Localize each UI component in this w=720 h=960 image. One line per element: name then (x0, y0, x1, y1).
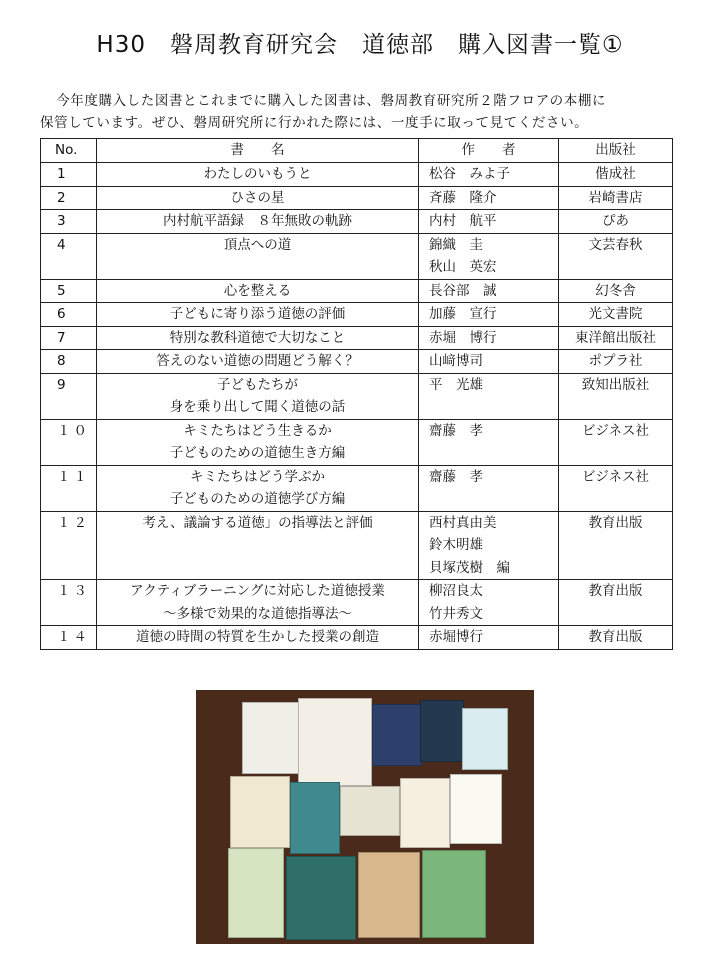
cell-title-line: ひさの星 (230, 189, 285, 206)
books-photo (196, 690, 534, 944)
cell-author-line: 竹井秀文 (429, 605, 483, 622)
book-cover-9 (400, 778, 450, 848)
cell-author (419, 303, 559, 327)
header-title: 書 名 (97, 139, 419, 163)
table-header-row (41, 139, 673, 163)
book-cover-4 (420, 700, 464, 762)
table-row (41, 419, 673, 465)
cell-title-line: 答えのない道徳の問題どう解く？ (156, 353, 359, 369)
cell-author-line: 錦織 圭 (429, 236, 483, 253)
cell-publisher: 文芸春秋 (559, 233, 673, 279)
cell-no: １２ (41, 511, 97, 580)
cell-author-line: 秋山 英宏 (429, 259, 497, 275)
book-cover-3 (372, 704, 422, 766)
cell-no: １３ (41, 580, 97, 626)
intro-line-1: 今年度購入した図書とこれまでに購入した図書は、磐周教育研究所２階フロアの本棚に (56, 93, 607, 109)
cell-title (97, 511, 419, 580)
book-cover-10 (450, 774, 502, 844)
cell-title-line: 子どものための道徳学び方編 (169, 491, 346, 507)
cell-author-line: 斉藤 隆介 (429, 189, 497, 206)
cell-title-line: 心を整える (223, 282, 292, 299)
cell-title (97, 580, 419, 626)
book-cover-7 (290, 782, 340, 854)
header-no: No. (41, 139, 97, 163)
cell-title-line: キミたちはどう学ぶか (190, 468, 325, 485)
cell-author (419, 580, 559, 626)
cell-author (419, 163, 559, 187)
cell-no: 9 (41, 373, 97, 419)
cell-publisher: ぴあ (559, 210, 673, 234)
cell-author-line: 貝塚茂樹 編 (429, 559, 510, 576)
header-publisher: 出版社 (559, 139, 673, 163)
cell-author (419, 419, 559, 465)
cell-publisher: 幻冬舎 (559, 279, 673, 303)
table-row (41, 233, 673, 279)
cell-publisher: 東洋館出版社 (559, 326, 673, 350)
cell-title-line: 特別な教科道徳で大切なこと (169, 329, 346, 346)
cell-publisher: ビジネス社 (559, 419, 673, 465)
table-row (41, 210, 673, 234)
table-row (41, 326, 673, 350)
table-row (41, 163, 673, 187)
cell-title-line: 子どものための道徳生き方編 (169, 445, 346, 461)
table-row (41, 303, 673, 327)
cell-author-line: 柳沼良太 (429, 583, 483, 599)
cell-author (419, 626, 559, 650)
book-cover-5 (462, 708, 508, 770)
cell-no: 1 (41, 163, 97, 187)
cell-author (419, 373, 559, 419)
table-row (41, 373, 673, 419)
cell-no: 2 (41, 186, 97, 210)
cell-title-line: 考え、議論する道徳」の指導法と評価 (142, 514, 373, 531)
cell-title (97, 326, 419, 350)
cell-publisher: 光文書院 (559, 303, 673, 327)
cell-title-line: わたしのいもうと (203, 166, 312, 182)
table-row (41, 465, 673, 511)
book-cover-11 (228, 848, 284, 938)
cell-author (419, 350, 559, 374)
cell-title-line: 内村航平語録 ８年無敗の軌跡 (163, 213, 352, 229)
cell-publisher: 教育出版 (559, 626, 673, 650)
cell-title (97, 210, 419, 234)
cell-author (419, 326, 559, 350)
book-cover-8 (340, 786, 400, 836)
cell-author-line: 山﨑博司 (429, 353, 483, 369)
cell-no: １１ (41, 465, 97, 511)
cell-author (419, 186, 559, 210)
cell-no: 3 (41, 210, 97, 234)
cell-no: 8 (41, 350, 97, 374)
cell-title-line: ～多様で効果的な道徳指導法～ (163, 605, 352, 622)
cell-no: 6 (41, 303, 97, 327)
cell-author-line: 齋藤 孝 (429, 468, 483, 485)
cell-publisher: 教育出版 (559, 511, 673, 580)
cell-title (97, 465, 419, 511)
cell-title (97, 303, 419, 327)
book-list-table (40, 138, 673, 650)
cell-publisher: 偕成社 (559, 163, 673, 187)
cell-title (97, 186, 419, 210)
cell-author-line: 松谷 みよ子 (429, 166, 510, 182)
cell-title (97, 233, 419, 279)
cell-author-line: 内村 航平 (429, 213, 497, 229)
cell-publisher: 岩崎書店 (559, 186, 673, 210)
table-row (41, 279, 673, 303)
cell-title (97, 626, 419, 650)
book-cover-12 (286, 856, 356, 940)
cell-title-line: 頂点への道 (223, 236, 292, 253)
cell-author (419, 279, 559, 303)
cell-author-line: 平 光雄 (429, 376, 483, 393)
intro-text (40, 90, 690, 134)
table-row (41, 350, 673, 374)
table-row (41, 580, 673, 626)
cell-title (97, 279, 419, 303)
cell-author-line: 鈴木明雄 (429, 537, 483, 553)
cell-author-line: 赤堀 博行 (429, 329, 497, 346)
cell-title (97, 163, 419, 187)
cell-no: １４ (41, 626, 97, 650)
book-cover-2 (298, 698, 372, 786)
cell-author (419, 210, 559, 234)
cell-publisher: 教育出版 (559, 580, 673, 626)
table-row (41, 511, 673, 580)
cell-no: １０ (41, 419, 97, 465)
book-cover-1 (242, 702, 300, 774)
cell-author-line: 西村真由美 (429, 514, 497, 531)
cell-publisher: ポプラ社 (559, 350, 673, 374)
cell-no: 4 (41, 233, 97, 279)
cell-title (97, 350, 419, 374)
cell-author (419, 233, 559, 279)
header-author: 作 者 (419, 139, 559, 163)
page-title: H30 磐周教育研究会 道徳部 購入図書一覧① (96, 32, 624, 58)
table-row (41, 186, 673, 210)
book-cover-13 (358, 852, 420, 938)
book-cover-14 (422, 850, 486, 938)
cell-title (97, 373, 419, 419)
cell-title (97, 419, 419, 465)
table-row (41, 626, 673, 650)
cell-no: 7 (41, 326, 97, 350)
cell-title-line: アクティブラーニングに対応した道徳授業 (130, 583, 385, 599)
cell-title-line: 子どもに寄り添う道徳の評価 (169, 306, 346, 322)
cell-no: 5 (41, 279, 97, 303)
intro-line-2: 保管しています。ぜひ、磐周研究所に行かれた際には、一度手に取って見てください。 (40, 115, 589, 131)
cell-title-line: 子どもたちが (217, 376, 298, 393)
cell-publisher: 致知出版社 (559, 373, 673, 419)
cell-author-line: 加藤 宣行 (429, 306, 497, 322)
cell-title-line: 道徳の時間の特質を生かした授業の創造 (136, 629, 379, 645)
cell-title-line: 身を乗り出して聞く道徳の話 (169, 399, 346, 415)
cell-title-line: キミたちはどう生きるか (183, 422, 332, 439)
cell-author-line: 齋藤 孝 (429, 422, 483, 439)
cell-author (419, 465, 559, 511)
cell-author-line: 赤堀博行 (429, 629, 483, 645)
cell-author-line: 長谷部 誠 (429, 282, 497, 299)
cell-publisher: ビジネス社 (559, 465, 673, 511)
cell-author (419, 511, 559, 580)
book-cover-6 (230, 776, 290, 848)
table-body (41, 163, 673, 650)
